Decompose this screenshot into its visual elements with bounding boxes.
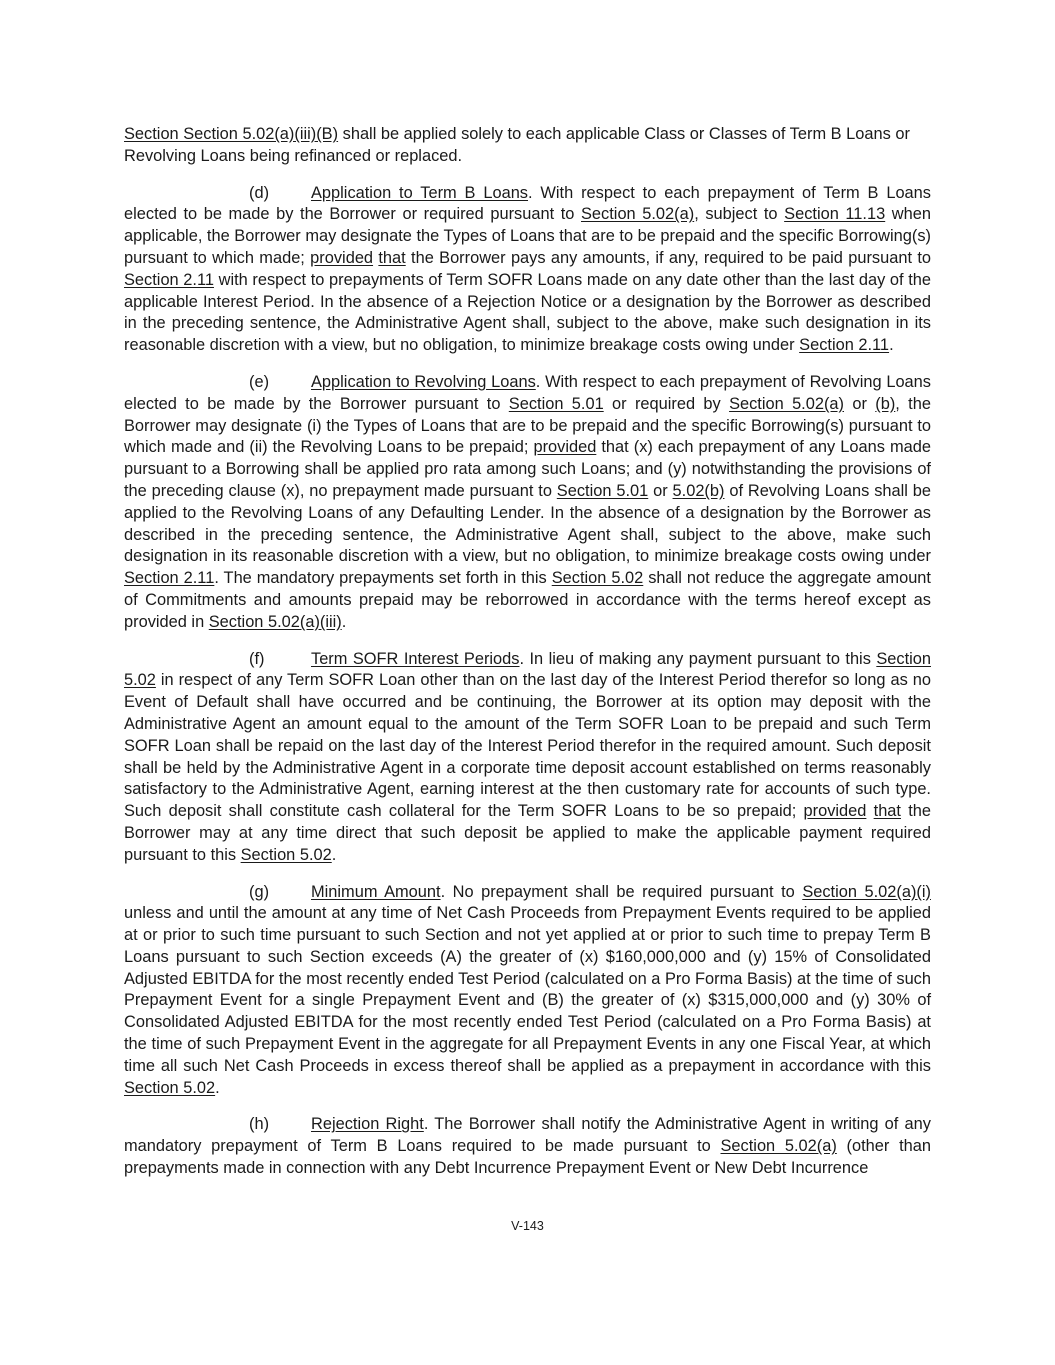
paragraph-f xyxy=(124,649,931,867)
paragraph-text: that (x) each prepayment of any Loans made pursuant to a Borrowing shall be applied pro rata among such Loans; and (y) notwithstanding the provisions of the preceding clause (x), no prepayment made pursuant to xyxy=(124,438,931,500)
section-reference[interactable]: Section 11.13 xyxy=(784,205,886,224)
paragraph-text: shall not reduce the aggregate amount of Commitments and amounts prepaid may be reborrowed in accordance with the terms hereof except as provided in xyxy=(124,569,931,631)
clause-heading: Minimum Amount xyxy=(311,882,441,901)
section-reference[interactable]: Section 5.02 xyxy=(240,845,332,864)
section-reference[interactable]: Section 5.02 xyxy=(124,649,931,690)
paragraph-text: shall be applied solely to each applicable Class or Classes of Term B Loans or Revolving Loans being refinanced or replaced. xyxy=(124,125,910,165)
page-number: V-143 xyxy=(511,1219,544,1233)
section-reference[interactable]: Section 5.02 xyxy=(551,569,644,588)
section-reference[interactable]: 5.02(b) xyxy=(672,481,725,500)
section-reference[interactable]: Section 5.01 xyxy=(556,481,649,500)
section-reference[interactable]: Section 5.02(a) xyxy=(581,205,695,224)
section-reference[interactable]: Section 5.02(a) xyxy=(720,1137,837,1156)
paragraph-text: . No prepayment shall be required pursuant to xyxy=(440,882,803,901)
clause-label: (f) xyxy=(249,649,265,668)
paragraph-text: . The mandatory prepayments set forth in this xyxy=(214,569,552,588)
section-reference[interactable]: Section Section 5.02(a)(iii)(B) xyxy=(124,125,339,143)
paragraph-text: (other than prepayments made in connection with any Debt Incurrence Prepayment Event or New Debt Incurrence xyxy=(124,1137,931,1178)
that-term: that xyxy=(378,248,406,267)
that-term: that xyxy=(873,802,901,821)
clause-heading: Application to Term B Loans xyxy=(311,183,529,202)
clause-heading: Rejection Right xyxy=(311,1115,424,1134)
paragraph-text: with respect to prepayments of Term SOFR Loans made on any date other than the last day of the applicable Interest Period. In the absence of a Rejection Notice or a designation by the Borrower as described in the preceding sentence, the Administrative Agent shall, subject to the above, make such designation in its reasonable discretion with a view, but no obligation, to minimize breakage costs owing under xyxy=(124,270,931,355)
paragraph-text: . xyxy=(331,845,337,864)
paragraph-text: of Revolving Loans shall be applied to the Revolving Loans of any Defaulting Lender. In the absence of a designation by the Borrower as described in the preceding sentence, the Administrative Agent shall, subject to the above, make such designation in its reasonable discretion with a view, but no obligation, to minimize breakage costs owing under xyxy=(124,481,932,566)
paragraph-d xyxy=(124,183,931,357)
section-reference[interactable]: Section 5.02(a)(i) xyxy=(802,882,931,901)
clause-label: (h) xyxy=(249,1115,270,1134)
paragraph-text: . xyxy=(341,612,347,631)
paragraph-text: . In lieu of making any payment pursuant to this xyxy=(519,649,877,668)
paragraph-text: . With respect to each prepayment of Revolving Loans elected to be made by the Borrower pursuant to xyxy=(124,372,931,413)
paragraph-text: . The Borrower shall notify the Administrative Agent in writing of any mandatory prepayment of Term B Loans required to be made pursuant to xyxy=(124,1115,931,1156)
section-reference[interactable]: Section 5.01 xyxy=(508,394,604,413)
paragraph-h xyxy=(124,1114,931,1179)
paragraph-text: or required by xyxy=(603,394,730,413)
paragraph-text: . With respect to each prepayment of Term B Loans elected to be made by the Borrower or required pursuant to xyxy=(124,183,931,224)
clause-label: (g) xyxy=(249,882,270,901)
paragraph-text: the Borrower may at any time direct that such deposit be applied to make the applicable payment required pursuant to this xyxy=(124,802,932,864)
provided-term: provided xyxy=(533,438,597,457)
provided-term: provided xyxy=(803,802,867,821)
clause-heading: Term SOFR Interest Periods xyxy=(311,649,520,668)
document-page xyxy=(124,124,931,1195)
clause-label: (e) xyxy=(249,372,270,391)
paragraph-text: the Borrower pays any amounts, if any, required to be paid pursuant to xyxy=(405,248,931,267)
section-reference[interactable]: Section 2.11 xyxy=(124,569,215,588)
paragraph-text: or xyxy=(844,394,876,413)
provided-term: provided xyxy=(310,248,374,267)
paragraph-text: , the Borrower may designate (i) the Types of Loans that are to be prepaid and the specific Borrowing(s) pursuant to which made and (ii) the Revolving Loans to be prepaid; xyxy=(124,394,931,457)
paragraph-text: in respect of any Term SOFR Loan other than on the last day of the Interest Period therefor so long as no Event of Default shall have occurred and be continuing, the Borrower at its option may deposit with the Administrative Agent an amount equal to the amount of the Term SOFR Loan to be prepaid and such Term SOFR Loan shall be repaid on the last day of the Interest Period therefor in the required amount. Such deposit shall be held by the Administrative Agent in a corporate time deposit account established on terms reasonably satisfactory to the Administrative Agent, earning interest at the then customary rate for accounts of such type. Such deposit shall constitute cash collateral for the Term SOFR Loans to be so prepaid; xyxy=(124,671,931,821)
paragraph-text: . xyxy=(215,1078,220,1097)
paragraph-e xyxy=(124,372,931,634)
section-reference[interactable]: Section 2.11 xyxy=(124,270,214,289)
clause-heading: Application to Revolving Loans xyxy=(311,372,536,391)
section-reference[interactable]: Section 5.02 xyxy=(124,1078,216,1097)
paragraph-text: unless and until the amount at any time of Net Cash Proceeds from Prepayment Events required to be applied at or prior to such time pursuant to such Section and not yet applied at or prior to such time to prepay Term B Loans pursuant to such Section exceeds (A) the greater of (x) $160,000,000 and (y) 15% of Consolidated Adjusted EBITDA for the most recently ended Test Period (calculated on a Pro Forma Basis) at the time of such Prepayment Event for a single Prepayment Event and (B) the greater of (x) $315,000,000 and (y) 30% of Consolidated Adjusted EBITDA for the most recently ended Test Period (calculated on a Pro Forma Basis) at the time of such Prepayment Event in the aggregate for all Prepayment Events in any one Fiscal Year, at which time all such Net Cash Proceeds in excess thereof shall be applied as a prepayment in accordance with this xyxy=(124,904,931,1075)
paragraph-text: . xyxy=(889,336,894,355)
section-reference[interactable]: Section 5.02(a)(iii) xyxy=(208,612,342,631)
paragraph-g xyxy=(124,882,931,1100)
clause-label: (d) xyxy=(249,183,270,202)
paragraph-text: , subject to xyxy=(694,205,785,224)
section-reference[interactable]: Section 5.02(a) xyxy=(729,394,844,413)
paragraph-text: or xyxy=(648,481,673,500)
paragraph-text: when applicable, the Borrower may designate the Types of Loans that are to be prepaid and the specific Borrowing(s) pursuant to which made; xyxy=(124,205,931,267)
section-reference[interactable]: (b) xyxy=(875,394,896,413)
section-reference[interactable]: Section 2.11 xyxy=(799,336,890,355)
continuation-paragraph xyxy=(124,124,931,168)
